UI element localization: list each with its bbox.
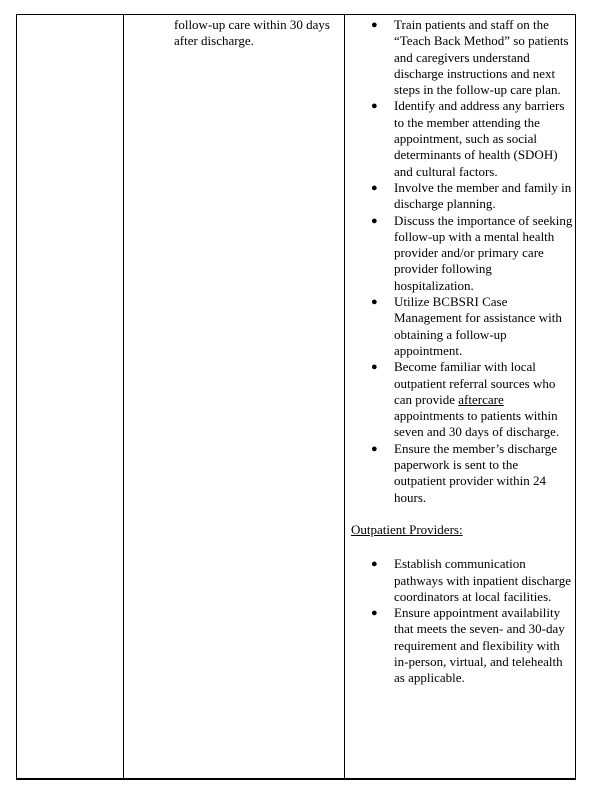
list-item-text: Utilize BCBSRI Case Management for assistance with obtaining a follow-up appointment.: [394, 294, 562, 358]
list-item-text: Discuss the importance of seeking follow-up with a mental health provider and/or primary care provider following hospitalization.: [394, 212, 573, 293]
list-item-text: Train patients and staff on the “Teach Back Method” so patients and caregivers understand discharge instructions and next steps in the follow-up care plan.: [394, 17, 569, 98]
bullet-icon: ●: [371, 214, 378, 227]
list-item-text: Establish communication pathways with inpatient discharge coordinators at local facilities.: [394, 556, 572, 604]
recommendations-cell: [351, 17, 573, 687]
measure-description-text: follow-up care within 30 days after discharge.: [174, 17, 330, 48]
inpatient-recommendations-list: [351, 17, 573, 506]
list-item: [351, 294, 573, 359]
measure-description-cell: [174, 17, 339, 49]
aftercare-link[interactable]: aftercare: [458, 391, 504, 407]
list-item-text: Identify and address any barriers to the member attending the appointment, such as social determinants of health (SDOH) and cultural factors.: [394, 98, 565, 179]
list-item: [351, 180, 573, 213]
spacer: [351, 538, 573, 556]
list-item-text: Ensure appointment availability that meets the seven- and 30-day requirement and flexibility with in-person, virtual, and telehealth as applicable.: [394, 605, 565, 686]
bullet-icon: ●: [371, 442, 378, 455]
list-item-text: Ensure the member’s discharge paperwork is sent to the outpatient provider within 24 hours.: [394, 440, 558, 505]
bullet-icon: ●: [371, 181, 378, 194]
list-item: [351, 441, 573, 506]
list-item: [351, 213, 573, 294]
list-item-text-before-link: Become familiar with local outpatient referral sources who can provide: [394, 359, 556, 407]
list-item: [351, 98, 573, 179]
list-item-text: Involve the member and family in discharge planning.: [394, 179, 572, 212]
bullet-icon: ●: [371, 558, 378, 571]
bullet-icon: ●: [371, 361, 378, 374]
list-item-text-after-link: appointments to patients within seven and 30 days of discharge.: [394, 408, 560, 440]
bullet-icon: ●: [371, 296, 378, 309]
list-item: [351, 17, 573, 98]
list-item: [351, 556, 573, 605]
list-item: [351, 359, 573, 440]
list-item: [351, 605, 573, 686]
bullet-icon: ●: [371, 100, 378, 113]
document-table: [16, 14, 576, 780]
outpatient-providers-heading: Outpatient Providers:: [351, 521, 463, 537]
outpatient-recommendations-list: [351, 556, 573, 686]
column-divider: [344, 15, 345, 778]
bullet-icon: ●: [371, 607, 378, 620]
column-divider: [123, 15, 124, 778]
bullet-icon: ●: [371, 19, 378, 31]
